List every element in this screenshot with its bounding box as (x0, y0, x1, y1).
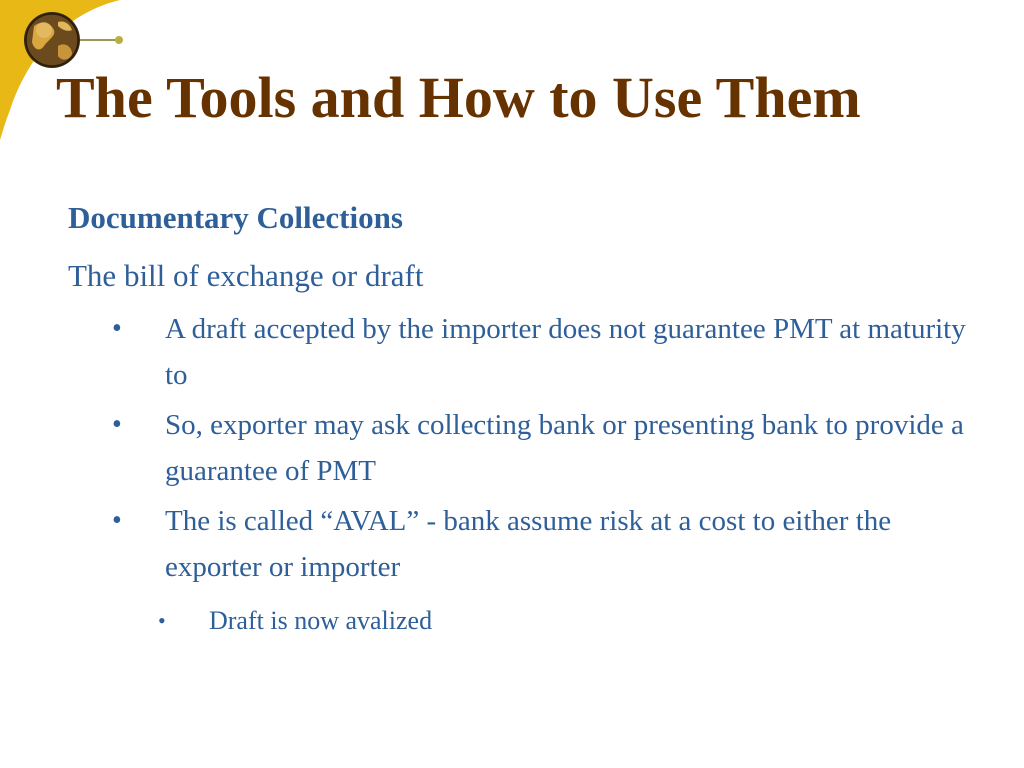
connector-dot (115, 36, 123, 44)
sub-bullet-text: Draft is now avalized (209, 606, 433, 635)
bullet-item (68, 306, 988, 398)
bullet-text: The is called “AVAL” - bank assume risk at a cost to either the exporter or importer (165, 505, 892, 583)
bullet-dot-icon: • (158, 608, 166, 633)
bullet-item (68, 402, 988, 494)
slide-body (68, 198, 988, 648)
bullet-text: A draft accepted by the importer does not guarantee PMT at maturity to (165, 313, 966, 391)
bullet-dot-icon: • (112, 505, 122, 536)
globe-icon (24, 12, 80, 68)
bullet-dot-icon: • (112, 409, 122, 440)
bullet-text: So, exporter may ask collecting bank or presenting bank to provide a guarantee of PMT (165, 409, 964, 487)
bullet-item (68, 498, 988, 590)
slide-title: The Tools and How to Use Them (56, 65, 861, 130)
sub-bullet-item (68, 598, 988, 644)
section-heading: Documentary Collections (68, 200, 403, 235)
bullet-list (68, 306, 988, 644)
section-subheading: The bill of exchange or draft (68, 258, 424, 293)
bullet-dot-icon: • (112, 313, 122, 344)
